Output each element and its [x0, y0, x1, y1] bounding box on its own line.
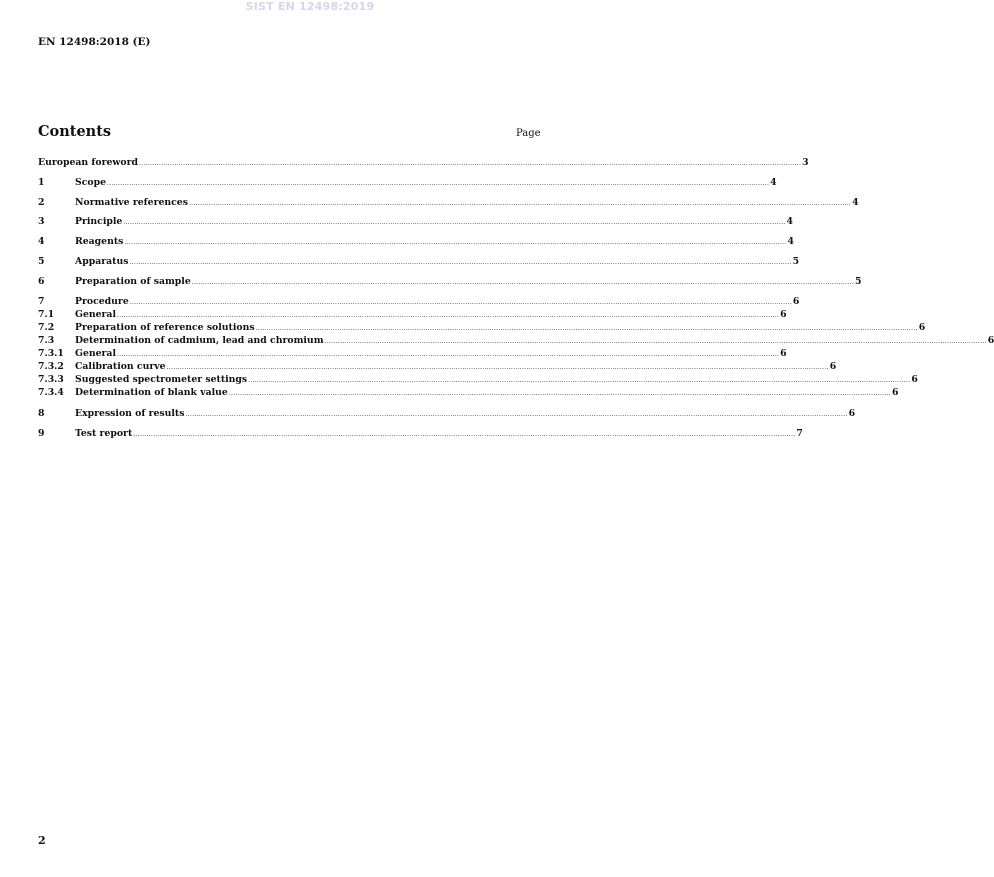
- leader-dots: ............................................................................................................................................................................................................................................................................................................: [191, 279, 854, 286]
- toc-entry-title: Preparation of reference solutions: [75, 322, 255, 333]
- toc-entry-7-1[interactable]: [38, 309, 787, 321]
- toc-entry-title: Principle: [75, 216, 123, 227]
- toc-entry-number: 3: [38, 216, 45, 227]
- leader-dots: ............................................................................................................................................................................................................................................................................................................: [133, 431, 796, 438]
- toc-entry-title: Test report: [75, 428, 133, 439]
- page-number: 2: [38, 834, 46, 847]
- toc-entry-title: Calibration curve: [75, 361, 166, 372]
- toc-entry-page: 4: [787, 236, 795, 247]
- toc-entry-page: 6: [792, 296, 800, 307]
- leader-dots: ............................................................................................................................................................................................................................................................................................................: [139, 160, 802, 167]
- leader-dots: ............................................................................................................................................................................................................................................................................................................: [166, 364, 829, 371]
- toc-entry-7-3[interactable]: [38, 335, 994, 347]
- toc-entry-page: 7: [796, 428, 803, 439]
- toc-entry-3[interactable]: [38, 216, 793, 228]
- toc-entry-8[interactable]: [38, 408, 856, 420]
- toc-entry-number: 2: [38, 197, 45, 208]
- toc-entry-number: 7.3.4: [38, 387, 64, 398]
- leader-dots: ............................................................................................................................................................................................................................................................................................................: [129, 299, 792, 306]
- toc-entry-number: 7.3.1: [38, 348, 64, 359]
- toc-entry-title: Determination of blank value: [75, 387, 228, 398]
- watermark: SIST EN 12498:2019: [245, 0, 375, 13]
- contents-title: Contents: [38, 123, 112, 140]
- toc-entry-title: European foreword: [38, 157, 138, 168]
- toc-entry-number: 7.2: [38, 322, 55, 333]
- toc-entry-title: Reagents: [75, 236, 124, 247]
- toc-entry-number: 7.3.3: [38, 374, 64, 385]
- toc-entry-number: 6: [38, 276, 45, 287]
- toc-entry-page: 6: [829, 361, 837, 372]
- toc-entry-number: 1: [38, 177, 45, 188]
- toc-entry-number: 7.3.2: [38, 361, 64, 372]
- leader-dots: ............................................................................................................................................................................................................................................................................................................: [107, 180, 770, 187]
- toc-entry-number: 9: [38, 428, 45, 439]
- toc-entry-title: General: [75, 309, 116, 320]
- toc-entry-number: 8: [38, 408, 45, 419]
- leader-dots: ............................................................................................................................................................................................................................................................................................................: [129, 259, 792, 266]
- leader-dots: ............................................................................................................................................................................................................................................................................................................: [116, 312, 780, 319]
- leader-dots: ............................................................................................................................................................................................................................................................................................................: [324, 338, 987, 345]
- toc-entry-7-2[interactable]: [38, 322, 926, 334]
- toc-entry-title: General: [75, 348, 116, 359]
- toc-entry-title: Normative references: [75, 197, 188, 208]
- leader-dots: ............................................................................................................................................................................................................................................................................................................: [185, 411, 848, 418]
- toc-entry-title: Suggested spectrometer settings: [75, 374, 248, 385]
- toc-entry-title: Apparatus: [75, 256, 129, 267]
- toc-entry-foreword[interactable]: [38, 157, 809, 169]
- toc-entry-title: Scope: [75, 177, 106, 188]
- toc-entry-title: Expression of results: [75, 408, 185, 419]
- toc-entry-title: Preparation of sample: [75, 276, 191, 287]
- toc-entry-page: 6: [987, 335, 994, 346]
- toc-entry-page: 6: [780, 309, 787, 320]
- toc-entry-page: 6: [892, 387, 899, 398]
- toc-entry-page: 5: [792, 256, 800, 267]
- page-column-heading: Page: [516, 128, 541, 139]
- leader-dots: ............................................................................................................................................................................................................................................................................................................: [255, 325, 918, 332]
- toc-entry-5[interactable]: [38, 256, 800, 268]
- toc-entry-page: 4: [786, 216, 793, 227]
- toc-entry-title: Procedure: [75, 296, 129, 307]
- toc-entry-page: 6: [918, 322, 926, 333]
- leader-dots: ............................................................................................................................................................................................................................................................................................................: [124, 239, 787, 246]
- toc-entry-1[interactable]: [38, 177, 777, 189]
- toc-entry-7[interactable]: [38, 296, 800, 308]
- toc-entry-9[interactable]: [38, 428, 803, 440]
- toc-entry-page: 6: [780, 348, 787, 359]
- leader-dots: ............................................................................................................................................................................................................................................................................................................: [228, 390, 891, 397]
- toc-entry-number: 5: [38, 256, 45, 267]
- toc-entry-page: 6: [911, 374, 918, 385]
- toc-entry-7-3-2[interactable]: [38, 361, 837, 373]
- toc-entry-number: 7.1: [38, 309, 55, 320]
- toc-entry-page: 3: [802, 157, 809, 168]
- toc-entry-page: 5: [854, 276, 862, 287]
- toc-entry-page: 6: [848, 408, 856, 419]
- toc-entry-4[interactable]: [38, 236, 795, 248]
- toc-entry-number: 7.3: [38, 335, 55, 346]
- leader-dots: ............................................................................................................................................................................................................................................................................................................: [116, 351, 780, 358]
- toc-entry-7-3-1[interactable]: [38, 348, 787, 360]
- leader-dots: ............................................................................................................................................................................................................................................................................................................: [188, 200, 852, 207]
- toc-entry-title: Determination of cadmium, lead and chromium: [75, 335, 324, 346]
- leader-dots: ............................................................................................................................................................................................................................................................................................................: [248, 377, 911, 384]
- table-of-contents: [38, 0, 994, 877]
- toc-entry-number: 4: [38, 236, 45, 247]
- toc-entry-2[interactable]: [38, 197, 859, 209]
- document-id: EN 12498:2018 (E): [38, 36, 151, 48]
- toc-entry-page: 4: [770, 177, 777, 188]
- toc-entry-7-3-4[interactable]: [38, 387, 899, 399]
- toc-entry-page: 4: [852, 197, 859, 208]
- toc-entry-7-3-3[interactable]: [38, 374, 918, 386]
- toc-entry-6[interactable]: [38, 276, 862, 288]
- toc-entry-number: 7: [38, 296, 45, 307]
- leader-dots: ............................................................................................................................................................................................................................................................................................................: [123, 219, 786, 226]
